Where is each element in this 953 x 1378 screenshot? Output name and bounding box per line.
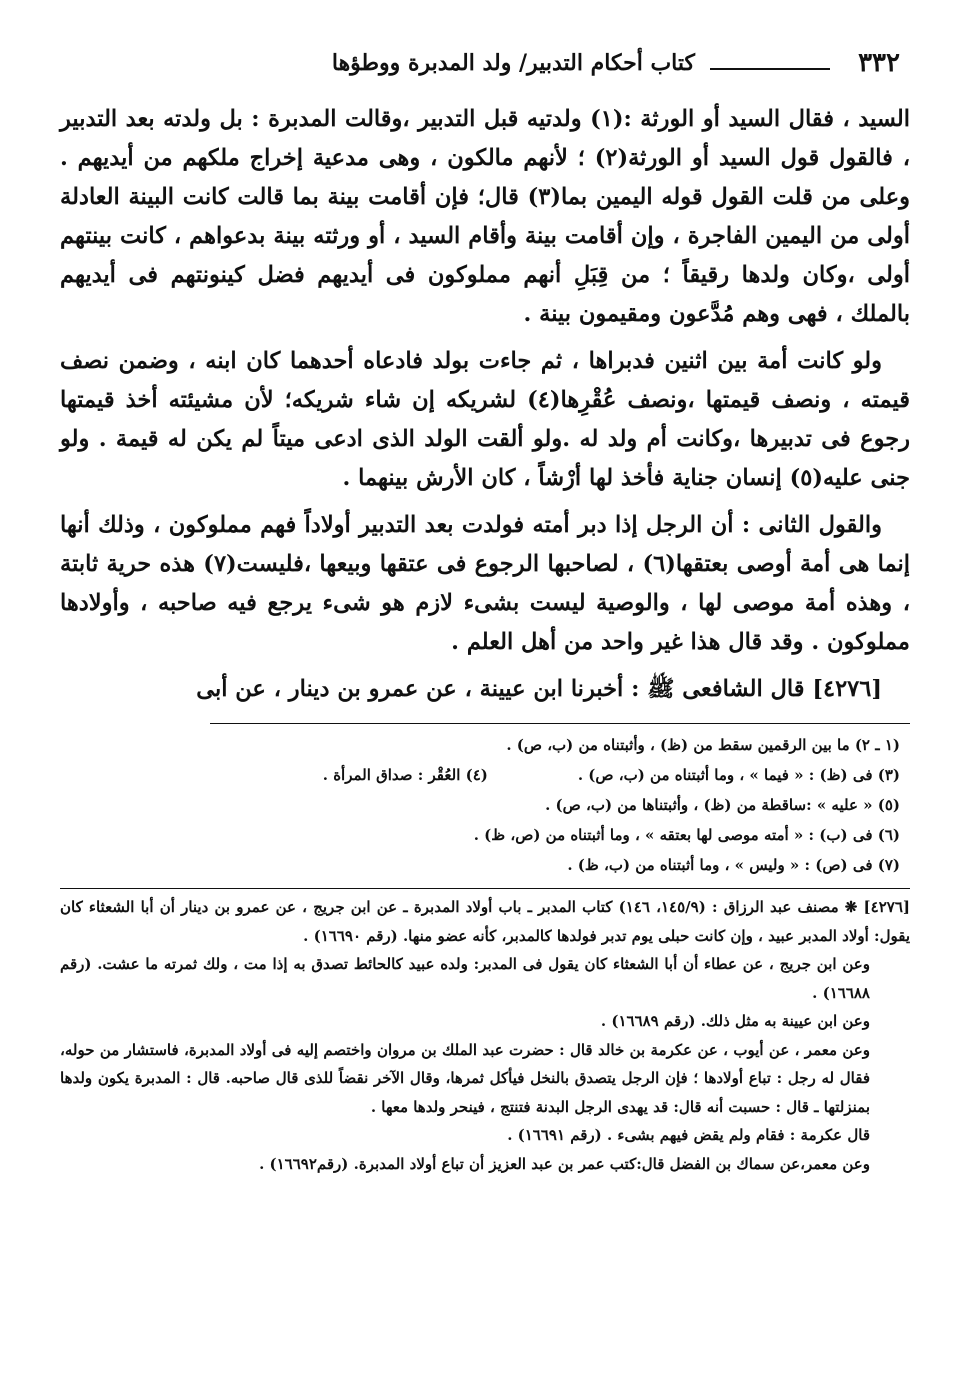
- footnotes: [60, 730, 910, 880]
- footnote-line: [60, 760, 910, 790]
- hadith-text: أخبرنا ابن عيينة ، عن عمرو بن دينار ، عن أبى: [196, 676, 624, 702]
- source-note: وعن ابن عيينة به مثل ذلك. (رقم ١٦٦٨٩) .: [600, 1012, 870, 1030]
- footnote-line: [60, 850, 910, 880]
- main-text: [60, 100, 910, 709]
- footnote-5: (٥) « عليه » :ساقطة من (ظ) ، وأثبتناها من (ب، ص) .: [545, 796, 900, 814]
- page-number: ٣٣٢: [858, 48, 900, 78]
- footnote-3: (٣) فى (ظ) : « فيما » ، وما أثبتناه من (ب، ص) .: [577, 766, 900, 784]
- footnote-7: (٧) فى (ص) : « وليس » ، وما أثبتناه من (ب، ظ) .: [567, 856, 900, 874]
- footnote-rule: [210, 723, 910, 724]
- source-note: [٤٢٧٦] ❋ مصنف عبد الرزاق : (١٤٥/٩، ١٤٦) كتاب المدبر ـ باب أولاد المدبرة ـ عن ابن جريج ، عن عمرو بن دينار أن أبا الشعثاء كان يقول: أولاد المدبر عبيد ، وإن كانت حبلى يوم تدبر فولدها كالمدبر، كأنه عضو منها. (رقم ١٦٦٩٠) .: [60, 898, 910, 945]
- book-page: [60, 40, 910, 1178]
- running-title: كتاب أحكام التدبير/ ولد المدبرة ووطؤها: [331, 50, 695, 76]
- page-header: [60, 40, 910, 88]
- source-notes: [60, 893, 910, 1178]
- header-rule: [710, 68, 830, 70]
- paragraph-2: ولو كانت أمة بين اثنين فدبراها ، ثم جاءت بولد فادعاه أحدهما كان ابنه ، وضمن نصف قيمته ، ونصف قيمتها ،ونصف عُقْرِها(٤) لشريكه إن شاء شريكه؛ لأن مشيئته أخذ قيمتها رجوع فى تدبيرها ،وكانت أم ولد له .ولو ألقت الولد الذى ادعى ميتاً لم يكن له قيمة . ولو جنى عليه(٥) إنسان جناية فأخذ لها أرْشاً ، كان الأرش بينهما .: [60, 348, 910, 491]
- source-note: وعن ابن جريج ، عن عطاء أن أبا الشعثاء كان يقول فى المدبر: ولده عبيد كالحائط تصدق به إذا مت ، ولك ثمرته ما عشت. (رقم ١٦٦٨٨) .: [60, 955, 870, 1002]
- hadith-number: [٤٢٧٦]: [812, 676, 882, 702]
- footnote-1-2: (١ ـ ٢) ما بين الرقمين سقط من (ظ) ، وأثبتناه من (ب، ص) .: [506, 736, 900, 754]
- footnote-4: (٤) العُقْر : صداق المرأة .: [322, 766, 488, 784]
- source-note: وعن معمر،عن سماك بن الفضل قال:كتب عمر بن عبد العزيز أن تباع أولاد المدبرة. (رقم١٦٦٩٢) .: [259, 1154, 870, 1173]
- paragraph-3-text: أن الرجل إذا دبر أمته فولدت بعد التدبير أولاداً فهم مملوكون ، وذلك أنها إنما هى أمة أوصى بعتقها(٦) ، لصاحبها الرجوع فى عتقها وبيعها ،فليست(٧) هذه حرية ثابتة ، وهذه أمة موصى لها ، والوصية ليست بشىء لازم هو شىء يرجع فيه صاحبه ، وأولادها مملوكون . وقد قال هذا غير واحد من أهل العلم .: [60, 512, 910, 655]
- hadith-speaker: قال الشافعى ﷺ :: [631, 676, 805, 702]
- source-note: قال عكرمة : فقام ولم يقض فيهم بشىء . (رقم ١٦٦٩١) .: [507, 1126, 870, 1144]
- paragraph-1: السيد ، فقال السيد أو الورثة :(١) ولدتيه قبل التدبير ،وقالت المدبرة : بل ولدته بعد التدبير ، فالقول قول السيد أو الورثة(٢) ؛ لأنهم مالكون ، وهى مدعية إخراج ملكهم من أيديهم . وعلى من قلت القول قوله اليمين بما(٣) قال؛ فإن أقامت بينة بما قالت كانت البينة العادلة أولى من اليمين الفاجرة ، وإن أقامت بينة وأقام السيد ، أو ورثته بينة بدعواهم ، كانت بينتهم أولى ،وكان ولدها رقيقاً ؛ من قِبَلِ أنهم مملوكون فى أيديهم فضل كينونتهم فى أيديهم بالملك ، فهى وهم مُدَّعون ومقيمون بينة .: [60, 106, 910, 327]
- source-note: وعن معمر ، عن أيوب ، عن عكرمة بن خالد قال : حضرت عبد الملك بن مروان واختصم إليه فى أولاد المدبرة، فاستشار من حوله، فقال له رجل : تباع أولادها ؛ فإن الرجل يتصدق بالنخل فيأكل ثمرها، وقال الآخر نقضاً للذى قال صاحبه. قال : المدبرة يكون ولدها بمنزلتها ـ قال : حسبت أنه قال: قد يهدى الرجل البدنة فتنتج ، فينحر ولدها معها .: [60, 1040, 870, 1116]
- sources-rule: [60, 888, 910, 889]
- footnote-line: [60, 730, 910, 760]
- hadith-heading: [60, 670, 910, 709]
- second-opinion-lead: والقول الثانى :: [741, 512, 882, 538]
- footnote-line: [60, 790, 910, 820]
- paragraph-3: [60, 506, 910, 662]
- footnote-6: (٦) فى (ب) : « أمته موصى لها بعتقه » ، وما أثبتناه من (ص، ظ) .: [473, 826, 900, 844]
- footnote-line: [60, 820, 910, 850]
